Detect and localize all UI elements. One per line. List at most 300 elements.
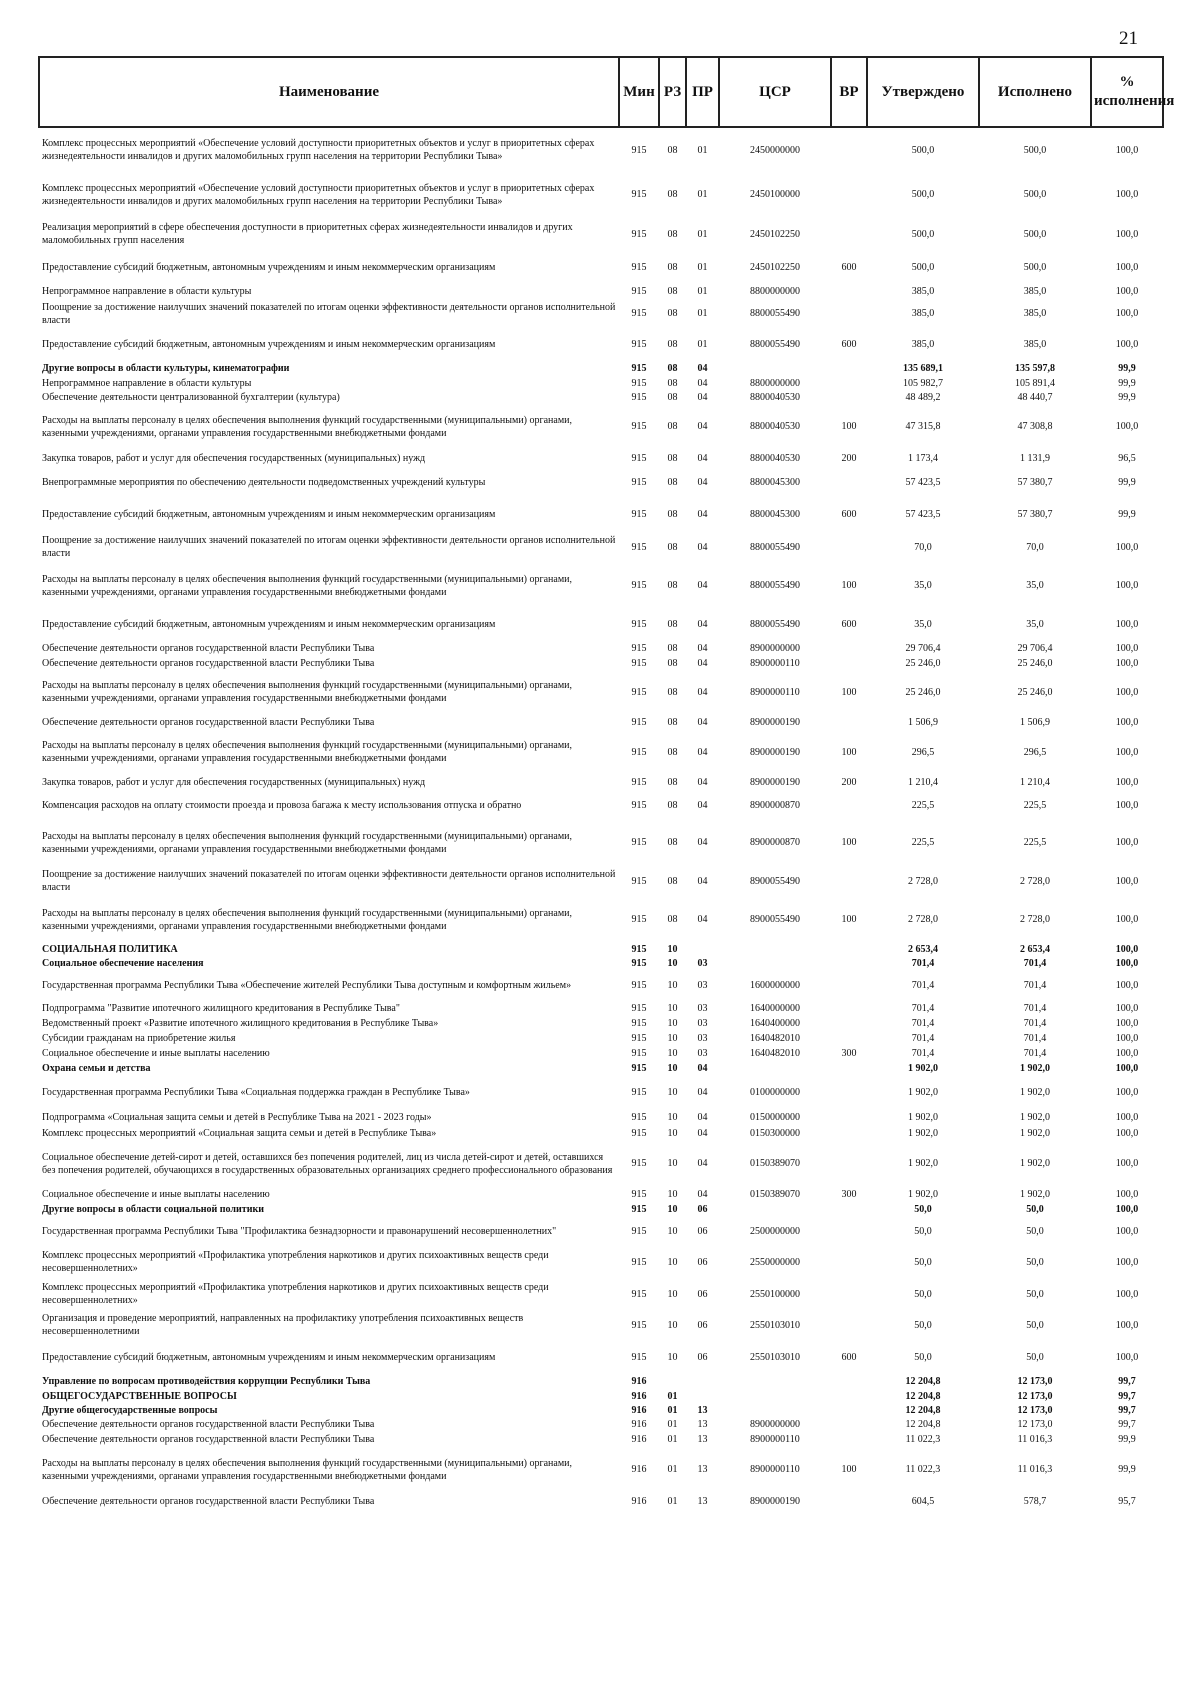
cell-min: 915 [631,1002,647,1014]
cell-percent: 100,0 [1115,1188,1139,1200]
cell-vr [831,376,867,390]
cell-name: Реализация мероприятий в сфере обеспечения доступности в приоритетных сферах жизнедеятельности инвалидов и других маломобильных групп населения [42,222,573,246]
cell-percent: 99,9 [1118,391,1136,403]
cell-executed: 50,0 [1026,1288,1044,1300]
cell-rz: 10 [667,943,678,955]
cell-min: 915 [631,541,647,553]
cell-approved: 500,0 [911,144,935,156]
cell-executed: 1 131,9 [1020,452,1050,464]
cell-min: 915 [631,1319,647,1331]
cell-executed: 12 173,0 [1017,1419,1053,1430]
cell-rz: 10 [667,1225,678,1237]
table-row [39,790,1163,820]
cell-name: Управление по вопросам противодействия коррупции Республики Тыва [42,1376,371,1387]
cell-vr: 300 [841,1188,857,1200]
cell-rz: 08 [667,308,678,319]
cell-approved: 225,5 [911,837,935,848]
cell-min: 915 [631,391,647,403]
cell-approved: 25 246,0 [905,657,941,669]
cell-pr: 04 [697,657,708,669]
cell-percent: 100,0 [1115,1351,1139,1363]
cell-min: 915 [631,642,647,654]
cell-name: Комплекс процессных мероприятий «Профилактика употребления наркотиков и других психоактивных веществ среди несовершеннолетних» [42,1282,549,1306]
cell-vr [831,640,867,656]
cell-executed: 1 210,4 [1020,776,1050,788]
cell-csr: 8900055490 [750,875,800,887]
cell-vr [831,970,867,1000]
cell-percent: 100,0 [1115,686,1139,698]
cell-rz: 10 [667,1128,678,1139]
cell-min: 915 [631,1225,647,1237]
table-row [39,942,1163,956]
cell-pr: 04 [697,1086,708,1098]
cell-executed: 578,7 [1023,1495,1047,1507]
table-row [39,1389,1163,1403]
cell-percent: 99,7 [1118,1390,1136,1402]
table-row [39,1031,1163,1046]
cell-name: Обеспечение деятельности централизованной бухгалтерии (культура) [42,391,340,403]
cell-rz: 10 [667,1288,678,1300]
cell-rz: 08 [667,618,678,630]
cell-percent: 100,0 [1115,261,1139,273]
cell-executed: 1 902,0 [1020,1188,1050,1200]
cell-approved: 57 423,5 [905,476,941,488]
cell-name: Социальное обеспечение и иные выплаты населению [42,1048,270,1059]
cell-rz: 08 [667,875,678,887]
table-row [39,897,1163,942]
cell-pr: 01 [697,228,708,240]
cell-min: 915 [631,1288,647,1300]
cell-rz: 10 [667,1062,678,1074]
cell-rz: 10 [667,1256,678,1268]
cell-name: Другие вопросы в области социальной политики [42,1203,264,1215]
cell-csr: 1640400000 [750,1018,800,1029]
cell-name: Обеспечение деятельности органов государственной власти Республики Тыва [42,1419,375,1430]
cell-percent: 100,0 [1115,776,1139,788]
cell-pr: 03 [697,1018,708,1029]
table-row [39,1340,1163,1374]
cell-pr: 04 [697,914,708,925]
cell-name: Обеспечение деятельности органов государственной власти Республики Тыва [42,716,375,728]
cell-executed: 701,4 [1023,1048,1047,1059]
cell-vr [831,283,867,299]
cell-rz: 10 [667,1018,678,1029]
cell-pr: 04 [697,618,708,630]
cell-pr: 03 [697,957,708,969]
table-row [39,467,1163,497]
cell-vr [831,1246,867,1278]
cell-csr [719,1061,831,1075]
cell-vr: 200 [841,452,857,464]
cell-rz: 08 [667,746,678,758]
cell-csr [719,360,831,376]
cell-name: Предоставление субсидий бюджетным, автономным учреждениям и иным некоммерческим организациям [42,261,496,273]
table-row [39,497,1163,531]
cell-vr: 300 [841,1048,857,1059]
cell-rz: 10 [667,1319,678,1331]
cell-pr: 03 [697,1033,708,1044]
cell-vr [831,1031,867,1046]
cell-csr: 2450102250 [750,261,800,273]
cell-name: Комплекс процессных мероприятий «Обеспечение условий доступности приоритетных объектов и услуг в приоритетных сферах жизнедеятельности инвалидов и других маломобильных групп населения на территории Республики Тыва» [42,138,595,162]
cell-csr: 8800055490 [750,541,800,553]
cell-percent: 99,7 [1118,1376,1136,1387]
cell-name: Расходы на выплаты персоналу в целях обеспечения выполнения функций государственными (муниципальными) органами, казенными учреждениями, органами управления государственными внебюджетными фондами [42,680,573,704]
cell-vr [831,1000,867,1016]
page-number: 21 [1119,28,1138,49]
cell-csr [719,956,831,970]
cell-rz: 10 [667,957,678,969]
cell-approved: 500,0 [911,228,935,240]
cell-approved: 29 706,4 [905,642,941,654]
cell-vr: 600 [841,618,857,630]
cell-min: 915 [631,1086,647,1098]
cell-vr: 100 [841,686,857,698]
cell-min: 915 [631,189,647,200]
cell-vr [831,1075,867,1109]
cell-csr: 2550100000 [750,1288,800,1300]
table-row [39,1216,1163,1246]
cell-pr: 04 [697,452,708,464]
cell-executed: 12 173,0 [1017,1376,1053,1387]
cell-executed: 12 173,0 [1017,1404,1053,1416]
cell-min: 915 [631,657,647,669]
cell-name: Расходы на выплаты персоналу в целях обеспечения выполнения функций государственными (муниципальными) органами, казенными учреждениями, органами управления государственными внебюджетными фондами [42,414,573,439]
table-row [39,1202,1163,1216]
cell-percent: 100,0 [1115,1048,1139,1059]
cell-name: Расходы на выплаты персоналу в целях обеспечения выполнения функций государственными (муниципальными) органами, казенными учреждениями, органами управления государственными внебюджетными фондами [42,830,573,855]
cell-csr: 8800040530 [750,421,800,432]
table-header-row [39,57,1163,127]
table-row [39,1432,1163,1447]
cell-rz: 10 [667,979,678,991]
table-row [39,1075,1163,1109]
cell-csr [719,1389,831,1403]
cell-csr: 0150389070 [750,1188,800,1200]
cell-approved: 701,4 [911,1033,935,1044]
cell-rz: 10 [667,1112,678,1123]
cell-vr [831,1403,867,1417]
cell-vr [831,1126,867,1141]
cell-percent: 100,0 [1115,657,1139,669]
cell-executed: 701,4 [1023,957,1047,969]
cell-rz: 08 [667,580,678,591]
table-row [39,172,1163,217]
cell-min: 915 [631,377,647,389]
cell-approved: 11 022,3 [905,1464,941,1475]
header-csr: ЦСР [719,57,831,127]
cell-name: Поощрение за достижение наилучших значений показателей по итогам оценки эффективности деятельности органов исполнительной власти [42,869,616,893]
cell-name: Предоставление субсидий бюджетным, автономным учреждениям и иным некоммерческим организациям [42,1351,496,1363]
cell-name: Закупка товаров, работ и услуг для обеспечения государственных (муниципальных) нужд [42,776,426,788]
cell-csr: 2450102250 [750,228,800,240]
cell-pr: 04 [697,686,708,698]
cell-percent: 100,0 [1115,1225,1139,1237]
cell-name: Социальное обеспечение детей-сирот и детей, оставшихся без попечения родителей, лиц из числа детей-сирот и детей, оставшихся без попечения родителей, обучающихся в государственных образовательных организациях среднего профессионального образования [42,1151,613,1176]
cell-csr: 8900000190 [750,776,800,788]
cell-vr [831,714,867,730]
cell-vr [831,467,867,497]
cell-approved: 135 689,1 [903,362,943,374]
cell-percent: 100,0 [1115,875,1139,887]
header-vr: ВР [831,57,867,127]
cell-min: 915 [631,1158,647,1169]
cell-csr: 0150000000 [750,1112,800,1123]
cell-approved: 12 204,8 [905,1390,941,1402]
cell-min: 915 [631,580,647,591]
cell-executed: 50,0 [1026,1351,1044,1363]
cell-vr [831,942,867,956]
cell-min: 915 [631,776,647,788]
cell-csr: 8900000190 [750,746,800,758]
cell-approved: 70,0 [914,541,932,553]
cell-approved: 296,5 [911,746,935,758]
cell-min: 915 [631,1062,647,1074]
table-row [39,1061,1163,1075]
cell-percent: 100,0 [1115,421,1139,432]
cell-name: Комплекс процессных мероприятий «Обеспечение условий доступности приоритетных объектов и услуг в приоритетных сферах жизнедеятельности инвалидов и других маломобильных групп населения на территории Республики Тыва» [42,182,595,207]
cell-min: 915 [631,1351,647,1363]
cell-csr [719,1374,831,1389]
cell-executed: 385,0 [1023,308,1047,319]
cell-csr: 2500000000 [750,1225,800,1237]
cell-name: Охрана семьи и детства [42,1062,151,1074]
cell-rz: 08 [667,452,678,464]
cell-csr: 1640000000 [750,1002,800,1014]
cell-executed: 57 380,7 [1017,476,1053,488]
cell-percent: 100,0 [1115,979,1139,991]
cell-executed: 135 597,8 [1015,362,1055,374]
cell-vr: 600 [841,508,857,520]
cell-percent: 100,0 [1115,1256,1139,1268]
table-row [39,376,1163,390]
cell-rz: 08 [667,189,678,200]
cell-rz: 01 [667,1495,678,1507]
cell-vr [831,1374,867,1389]
cell-vr [831,390,867,404]
cell-pr: 04 [697,716,708,728]
cell-min: 916 [631,1495,647,1507]
cell-min: 916 [631,1434,647,1445]
cell-csr: 8800000000 [750,377,800,389]
cell-vr [831,865,867,897]
table-row [39,283,1163,299]
cell-executed: 500,0 [1023,144,1047,156]
cell-csr: 1640482010 [750,1033,800,1044]
cell-csr: 8900000000 [750,642,800,654]
cell-name: Ведомственный проект «Развитие ипотечного жилищного кредитования в Республике Тыва» [42,1018,439,1029]
cell-percent: 100,0 [1115,1112,1139,1123]
cell-rz: 01 [667,1404,678,1416]
table-row [39,1109,1163,1126]
cell-percent: 100,0 [1115,1203,1139,1215]
cell-min: 915 [631,228,647,240]
cell-executed: 701,4 [1023,1002,1047,1014]
header-approved: Утверждено [867,57,979,127]
cell-percent: 100,0 [1115,1288,1139,1300]
table-row [39,1403,1163,1417]
cell-csr: 8900000190 [750,1495,800,1507]
cell-approved: 1 902,0 [908,1062,938,1074]
cell-min: 915 [631,476,647,488]
cell-csr: 1600000000 [750,979,800,991]
cell-executed: 500,0 [1023,261,1047,273]
cell-min: 915 [631,338,647,350]
cell-approved: 2 728,0 [908,875,938,887]
cell-executed: 25 246,0 [1017,686,1053,698]
cell-name: Организация и проведение мероприятий, направленных на профилактику употребления психоактивных веществ несовершеннолетними [42,1313,524,1337]
cell-vr [831,790,867,820]
cell-vr: 600 [841,261,857,273]
cell-vr [831,172,867,217]
cell-rz: 10 [667,1158,678,1169]
cell-approved: 50,0 [914,1288,932,1300]
table-row [39,820,1163,865]
cell-rz: 10 [667,1188,678,1200]
cell-executed: 48 440,7 [1017,391,1053,403]
cell-approved: 50,0 [914,1225,932,1237]
cell-name: СОЦИАЛЬНАЯ ПОЛИТИКА [42,943,178,955]
cell-rz: 08 [667,421,678,432]
table-row [39,390,1163,404]
cell-pr: 13 [697,1495,708,1507]
cell-pr: 04 [697,421,708,432]
cell-csr: 8800055490 [750,618,800,630]
cell-csr: 1640482010 [750,1048,800,1059]
cell-min: 915 [631,285,647,297]
cell-vr [831,1389,867,1403]
cell-percent: 100,0 [1115,943,1139,955]
cell-approved: 2 728,0 [908,914,938,925]
cell-name: Расходы на выплаты персоналу в целях обеспечения выполнения функций государственными (муниципальными) органами, казенными учреждениями, органами управления государственными внебюджетными фондами [42,1457,573,1482]
cell-name: Государственная программа Республики Тыва «Обеспечение жителей Республики Тыва доступным и комфортным жильем» [42,979,572,991]
cell-rz: 08 [667,799,678,811]
cell-executed: 296,5 [1023,746,1047,758]
cell-csr: 8900000110 [750,657,800,669]
table-row [39,1417,1163,1432]
cell-min: 916 [631,1464,647,1475]
cell-min: 915 [631,508,647,520]
table-body [39,127,1163,1510]
cell-csr: 8800040530 [750,452,800,464]
cell-executed: 385,0 [1023,338,1047,350]
cell-rz: 10 [667,1048,678,1059]
cell-approved: 12 204,8 [905,1419,941,1430]
table-row [39,1447,1163,1492]
cell-pr: 04 [697,1112,708,1123]
cell-csr: 8800000000 [750,285,800,297]
cell-approved: 701,4 [911,1018,935,1029]
cell-csr: 8800040530 [750,391,800,403]
table-row [39,127,1163,172]
cell-csr [719,942,831,956]
table-row [39,1016,1163,1031]
cell-csr: 8900000870 [750,837,800,848]
header-pr: ПР [686,57,719,127]
cell-executed: 2 728,0 [1020,875,1050,887]
cell-percent: 100,0 [1115,580,1139,591]
cell-approved: 500,0 [911,261,935,273]
cell-pr: 06 [697,1351,708,1363]
header-executed: Исполнено [979,57,1091,127]
cell-name: Непрограммное направление в области культуры [42,285,252,297]
cell-name: Государственная программа Республики Тыва "Профилактика безнадзорности и правонарушений несовершеннолетних" [42,1225,557,1237]
cell-approved: 1 902,0 [908,1128,938,1139]
cell-csr: 0100000000 [750,1086,800,1098]
cell-name: Другие вопросы в области культуры, кинематографии [42,362,290,374]
cell-name: Компенсация расходов на оплату стоимости проезда и провоза багажа к месту использования отпуска и обратно [42,799,522,811]
cell-rz: 08 [667,391,678,403]
cell-csr: 8800045300 [750,508,800,520]
cell-rz: 01 [667,1434,678,1445]
cell-csr: 0150389070 [750,1158,800,1169]
cell-percent: 100,0 [1115,1158,1139,1169]
cell-pr [686,1374,719,1389]
cell-name: Обеспечение деятельности органов государственной власти Республики Тыва [42,642,375,654]
cell-csr: 2550000000 [750,1256,800,1268]
cell-approved: 1 902,0 [908,1112,938,1123]
cell-csr: 8900000870 [750,799,800,811]
cell-rz: 08 [667,686,678,698]
cell-approved: 701,4 [911,957,935,969]
cell-percent: 100,0 [1115,1086,1139,1098]
cell-approved: 1 210,4 [908,776,938,788]
cell-rz: 10 [667,1002,678,1014]
cell-vr: 100 [841,421,857,432]
cell-rz: 08 [667,508,678,520]
cell-executed: 11 016,3 [1017,1464,1053,1475]
cell-min: 916 [631,1376,647,1387]
cell-min: 915 [631,362,647,374]
cell-min: 915 [631,1256,647,1268]
cell-csr: 0150300000 [750,1128,800,1139]
cell-executed: 47 308,8 [1017,421,1053,432]
cell-pr: 01 [697,308,708,319]
cell-csr [719,1202,831,1216]
cell-percent: 100,0 [1115,308,1139,319]
cell-pr [686,1389,719,1403]
cell-vr [831,1278,867,1310]
cell-name: Закупка товаров, работ и услуг для обеспечения государственных (муниципальных) нужд [42,452,426,464]
cell-name: Комплекс процессных мероприятий «Социальная защита семьи и детей в Республике Тыва» [42,1128,437,1139]
cell-name: Поощрение за достижение наилучших значений показателей по итогам оценки эффективности деятельности органов исполнительной власти [42,535,616,559]
cell-name: Обеспечение деятельности органов государственной власти Республики Тыва [42,1434,375,1445]
cell-csr: 8900000110 [750,686,800,698]
cell-percent: 99,7 [1118,1404,1136,1416]
cell-executed: 225,5 [1023,799,1047,811]
cell-pr: 04 [697,580,708,591]
cell-pr: 01 [697,285,708,297]
cell-name: Предоставление субсидий бюджетным, автономным учреждениям и иным некоммерческим организациям [42,508,496,520]
cell-rz: 10 [667,1203,678,1215]
cell-executed: 1 902,0 [1020,1086,1050,1098]
table-row [39,360,1163,376]
cell-min: 915 [631,1048,647,1059]
cell-executed: 1 902,0 [1020,1128,1050,1139]
cell-pr: 04 [697,875,708,887]
cell-min: 916 [631,1404,647,1416]
cell-pr: 06 [697,1225,708,1237]
cell-pr: 01 [697,144,708,156]
cell-executed: 2 653,4 [1020,943,1050,955]
cell-rz: 08 [667,541,678,553]
cell-csr: 8800055490 [750,338,800,350]
cell-vr [831,1216,867,1246]
header-rz: РЗ [659,57,686,127]
cell-percent: 100,0 [1115,228,1139,240]
cell-pr: 13 [697,1464,708,1475]
cell-min: 915 [631,837,647,848]
